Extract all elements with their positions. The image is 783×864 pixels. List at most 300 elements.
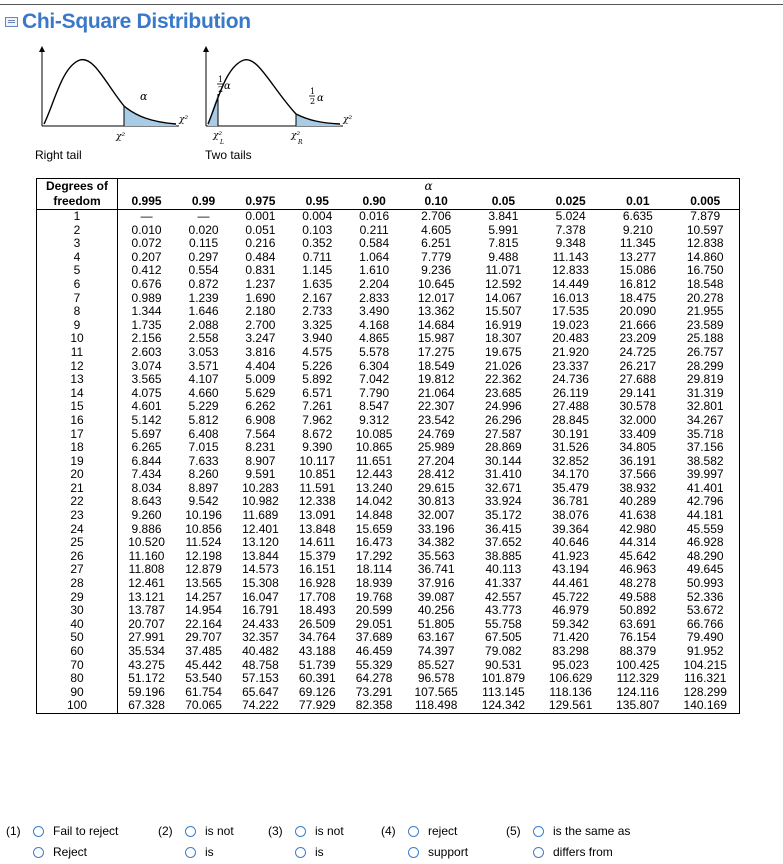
critical-value-cell: 14.257 — [185, 589, 222, 604]
critical-value-cell: 3.325 — [302, 317, 333, 332]
critical-value-cell: 1.344 — [131, 304, 162, 319]
critical-value-cell: 27.688 — [619, 372, 657, 387]
critical-value-cell: 16.928 — [298, 576, 336, 591]
table-row — [37, 346, 740, 360]
critical-value-cell: 39.364 — [552, 521, 589, 536]
critical-value-cell: 27.587 — [485, 426, 522, 441]
critical-value-cell: 13.362 — [417, 304, 455, 319]
critical-value-cell: 135.807 — [604, 699, 671, 713]
critical-value-cell: 18.548 — [671, 278, 739, 292]
alpha-column-header: 0.99 — [175, 193, 232, 210]
table-row — [37, 550, 740, 564]
critical-value-cell: 13.277 — [619, 249, 657, 264]
table-row — [37, 563, 740, 577]
critical-value-cell: 35.479 — [552, 480, 589, 495]
df-cell: 12 — [37, 360, 118, 374]
table-row — [37, 373, 740, 387]
critical-value-cell: 3.565 — [131, 372, 162, 387]
critical-value-cell: 37.485 — [185, 644, 222, 658]
df-cell: 40 — [37, 618, 118, 632]
right-alpha: α — [317, 93, 324, 104]
critical-value-cell: 26.509 — [298, 616, 336, 631]
critical-value-cell: 6.251 — [421, 236, 452, 251]
critical-value-cell: 13.091 — [298, 508, 336, 523]
critical-value-cell: 11.160 — [128, 548, 165, 563]
critical-value-cell: — — [140, 209, 153, 223]
critical-value-cell: 18.549 — [417, 358, 455, 373]
critical-value-cell: 3.053 — [188, 344, 219, 359]
radio-button[interactable] — [33, 847, 44, 858]
critical-value-cell: 8.260 — [188, 467, 219, 482]
critical-value-cell: 29.051 — [355, 616, 393, 631]
critical-value-cell: 30.578 — [619, 399, 657, 414]
critical-value-cell: 12.879 — [185, 562, 222, 577]
critical-value-cell: 36.415 — [485, 521, 522, 536]
critical-value-cell: 3.940 — [302, 331, 333, 346]
critical-value-cell: 7.962 — [302, 412, 333, 427]
df-cell: 21 — [37, 482, 118, 496]
critical-value-cell: 2.204 — [359, 276, 390, 291]
critical-value-cell: 34.764 — [298, 630, 336, 645]
critical-value-cell: 45.642 — [619, 548, 657, 563]
critical-value-cell: 2.156 — [131, 331, 162, 346]
critical-value-cell: 40.289 — [619, 494, 657, 509]
critical-value-cell: 43.773 — [485, 603, 522, 618]
critical-value-cell: 0.831 — [245, 263, 276, 278]
critical-value-cell: 31.410 — [485, 467, 522, 482]
critical-value-cell: 21.064 — [417, 385, 455, 400]
df-cell: 2 — [37, 224, 118, 238]
df-cell: 16 — [37, 414, 118, 428]
critical-value-cell: 41.638 — [619, 508, 657, 523]
critical-value-cell: 7.779 — [421, 249, 452, 264]
critical-value-cell: 6.571 — [302, 385, 333, 400]
critical-value-cell: 14.573 — [242, 562, 279, 577]
critical-value-cell: 10.520 — [128, 535, 165, 550]
critical-value-cell: 0.115 — [188, 236, 219, 251]
critical-value-cell: 38.885 — [485, 548, 522, 563]
critical-value-cell: 18.493 — [298, 603, 336, 618]
top-divider — [0, 4, 783, 5]
critical-value-cell: 34.805 — [619, 440, 657, 455]
table-row — [37, 523, 740, 537]
answer-option[interactable] — [533, 824, 630, 838]
answer-option-label: is not — [315, 824, 344, 838]
table-row — [37, 618, 740, 632]
critical-value-cell: 6.265 — [131, 440, 162, 455]
critical-value-cell: 17.535 — [552, 304, 589, 319]
critical-value-cell: 43.194 — [552, 562, 589, 577]
critical-value-cell: 12.838 — [671, 237, 739, 251]
critical-value-cell: 9.236 — [421, 263, 452, 278]
critical-value-cell: 38.932 — [619, 480, 657, 495]
critical-value-cell: 5.024 — [555, 209, 586, 223]
critical-value-cell: 34.170 — [552, 467, 589, 482]
critical-value-cell: 13.121 — [128, 589, 165, 604]
radio-button[interactable] — [295, 847, 306, 858]
critical-value-cell: 11.524 — [185, 535, 222, 550]
critical-value-cell: 13.844 — [242, 548, 279, 563]
critical-value-cell: 35.718 — [671, 428, 739, 442]
critical-value-cell: 6.408 — [188, 426, 219, 441]
radio-button[interactable] — [408, 826, 419, 837]
df-cell: 50 — [37, 631, 118, 645]
critical-value-cell: 101.879 — [481, 671, 526, 686]
critical-value-cell: 14.611 — [299, 535, 336, 550]
critical-value-cell: 26.217 — [619, 358, 657, 373]
df-cell: 25 — [37, 536, 118, 550]
critical-value-cell: 5.812 — [188, 412, 219, 427]
table-row — [37, 360, 740, 374]
critical-value-cell: 8.907 — [245, 453, 276, 468]
critical-value-cell: 1.610 — [359, 263, 390, 278]
radio-button[interactable] — [533, 826, 544, 837]
critical-value-cell: 33.196 — [417, 521, 455, 536]
critical-value-cell: 26.119 — [552, 385, 589, 400]
alpha-column-header: 0.025 — [537, 193, 604, 210]
critical-value-cell: 14.449 — [552, 276, 589, 291]
critical-value-cell: 25.188 — [671, 332, 739, 346]
critical-value-cell: 16.473 — [355, 535, 393, 550]
critical-value-cell: 14.848 — [355, 508, 393, 523]
critical-value-cell: 36.781 — [552, 494, 589, 509]
critical-value-cell: 28.845 — [552, 412, 589, 427]
answer-option[interactable] — [408, 845, 468, 859]
critical-value-cell: 66.766 — [671, 618, 739, 632]
critical-value-cell: 11.071 — [485, 263, 522, 278]
critical-value-cell: 0.554 — [188, 263, 219, 278]
critical-value-cell: 82.358 — [346, 699, 403, 713]
critical-value-cell: 10.196 — [185, 508, 222, 523]
critical-value-cell: 48.278 — [619, 576, 657, 591]
critical-value-cell: 5.229 — [188, 399, 219, 414]
critical-value-cell: 3.490 — [359, 304, 390, 319]
critical-value-cell: 4.075 — [131, 385, 162, 400]
critical-value-cell: 7.261 — [302, 399, 333, 414]
answer-option[interactable] — [295, 824, 344, 838]
critical-value-cell: 0.051 — [245, 222, 276, 237]
critical-value-cell: 19.768 — [355, 589, 393, 604]
page-title: Chi-Square Distribution — [22, 10, 251, 33]
chi-left-subscript: L — [220, 139, 224, 146]
table-row — [37, 591, 740, 605]
chi-right-label: χ² — [291, 131, 301, 141]
critical-value-cell: 49.588 — [619, 589, 657, 604]
critical-value-cell: 0.711 — [302, 249, 332, 264]
critical-value-cell: 5.629 — [245, 385, 276, 400]
radio-button[interactable] — [408, 847, 419, 858]
critical-value-cell: 74.222 — [232, 699, 289, 713]
critical-value-cell: 41.337 — [485, 576, 522, 591]
critical-value-cell: 10.085 — [355, 426, 393, 441]
left-alpha: α — [224, 81, 231, 92]
critical-value-cell: 27.204 — [417, 453, 455, 468]
table-row — [37, 659, 740, 673]
critical-value-cell: 44.314 — [619, 535, 657, 550]
answer-option-label: Fail to reject — [53, 824, 119, 838]
critical-value-cell: 16.013 — [552, 290, 589, 305]
critical-value-cell: 67.505 — [485, 630, 522, 645]
right-half-num: 1 — [310, 87, 316, 96]
critical-value-cell: 12.443 — [355, 467, 393, 482]
critical-value-cell: 10.597 — [671, 224, 739, 238]
radio-button[interactable] — [185, 826, 196, 837]
critical-value-cell: 51.172 — [128, 671, 165, 686]
critical-value-cell: 83.298 — [552, 644, 589, 658]
chi-left-label: χ² — [213, 131, 223, 141]
critical-value-cell: 10.865 — [355, 440, 393, 455]
answer-option[interactable] — [33, 824, 118, 838]
chi-right-subscript: R — [298, 139, 303, 146]
critical-value-cell: 2.733 — [302, 304, 333, 319]
alpha-column-header: 0.975 — [232, 193, 289, 210]
critical-value-cell: 12.833 — [552, 263, 589, 278]
critical-value-cell: 23.685 — [485, 385, 522, 400]
critical-value-cell: 8.897 — [188, 480, 219, 495]
critical-value-cell: 3.816 — [245, 344, 276, 359]
critical-value-cell: 69.126 — [298, 684, 336, 699]
critical-value-cell: 1.237 — [245, 276, 276, 291]
critical-value-cell: 4.107 — [188, 372, 219, 387]
critical-value-cell: 4.865 — [359, 331, 390, 346]
answer-options — [0, 820, 783, 864]
critical-value-cell: 118.498 — [403, 699, 470, 713]
critical-value-cell: 40.482 — [242, 644, 279, 658]
critical-value-cell: 11.651 — [356, 453, 393, 468]
critical-value-cell: 12.461 — [128, 576, 165, 591]
critical-value-cell: 42.980 — [619, 521, 657, 536]
critical-value-cell: 106.629 — [548, 671, 593, 686]
answer-option[interactable] — [408, 824, 457, 838]
critical-value-cell: 25.989 — [417, 440, 455, 455]
critical-value-cell: 33.409 — [619, 426, 657, 441]
critical-value-cell: 4.575 — [302, 344, 333, 359]
critical-value-cell: 0.072 — [131, 236, 162, 251]
table-row — [37, 631, 740, 645]
table-row — [37, 428, 740, 442]
critical-value-cell: 129.561 — [537, 699, 604, 713]
critical-value-cell: 79.490 — [671, 631, 739, 645]
critical-value-cell: 15.086 — [619, 263, 657, 278]
critical-value-cell: 128.299 — [671, 686, 739, 700]
critical-value-cell: 17.708 — [298, 589, 336, 604]
critical-value-cell: 43.188 — [298, 644, 336, 658]
critical-value-cell: 30.813 — [417, 494, 455, 509]
table-row — [37, 686, 740, 700]
answer-option[interactable] — [533, 845, 613, 859]
critical-value-cell: 4.601 — [131, 399, 162, 414]
critical-value-cell: 18.939 — [355, 576, 393, 591]
critical-value-cell: 37.689 — [355, 630, 393, 645]
critical-value-cell: 112.329 — [616, 671, 660, 686]
critical-value-cell: 0.207 — [131, 249, 162, 264]
alpha-column-header: 0.05 — [470, 193, 537, 210]
critical-value-cell: 40.113 — [485, 562, 522, 577]
critical-value-cell: 42.796 — [671, 495, 739, 509]
df-cell: 26 — [37, 550, 118, 564]
critical-value-cell: 8.231 — [245, 440, 276, 455]
df-cell: 17 — [37, 428, 118, 442]
radio-button[interactable] — [295, 826, 306, 837]
critical-value-cell: 124.116 — [616, 684, 660, 699]
df-cell: 23 — [37, 509, 118, 523]
radio-button[interactable] — [33, 826, 44, 837]
table-row — [37, 237, 740, 251]
critical-value-cell: 15.507 — [485, 304, 522, 319]
critical-value-cell: 7.790 — [359, 385, 390, 400]
answer-option[interactable] — [185, 824, 234, 838]
table-row — [37, 319, 740, 333]
critical-value-cell: 29.141 — [619, 385, 657, 400]
critical-value-cell: 9.591 — [245, 467, 276, 482]
critical-value-cell: 17.275 — [417, 344, 455, 359]
critical-value-cell: 2.167 — [302, 290, 333, 305]
df-cell: 20 — [37, 468, 118, 482]
df-cell: 11 — [37, 346, 118, 360]
critical-value-cell: 42.557 — [485, 589, 522, 604]
df-cell: 27 — [37, 563, 118, 577]
table-row — [37, 224, 740, 238]
critical-value-cell: 44.181 — [671, 509, 739, 523]
critical-value-cell: 26.296 — [485, 412, 522, 427]
critical-value-cell: 32.000 — [619, 412, 657, 427]
critical-value-cell: 45.442 — [185, 657, 222, 672]
critical-value-cell: 0.989 — [131, 290, 162, 305]
critical-value-cell: 46.963 — [619, 562, 657, 577]
critical-value-cell: 6.844 — [131, 453, 162, 468]
right-tail-alpha: α — [140, 90, 148, 103]
critical-value-cell: 12.017 — [417, 290, 455, 305]
table-row — [37, 699, 740, 713]
critical-value-cell: 20.278 — [671, 292, 739, 306]
critical-value-cell: 34.267 — [671, 414, 739, 428]
alpha-column-header: 0.005 — [671, 193, 739, 210]
critical-value-cell: 36.741 — [417, 562, 455, 577]
critical-value-cell: 22.164 — [185, 616, 222, 631]
table-row — [37, 332, 740, 346]
critical-value-cell: 38.076 — [552, 508, 589, 523]
critical-value-cell: 36.191 — [619, 453, 657, 468]
critical-value-cell: 18.307 — [485, 331, 522, 346]
critical-value-cell: 1.064 — [359, 249, 390, 264]
two-tails-caption: Two tails — [205, 148, 252, 162]
answer-option[interactable] — [185, 845, 214, 859]
df-cell: 22 — [37, 495, 118, 509]
critical-value-cell: 104.215 — [671, 659, 739, 673]
critical-value-cell: 37.566 — [619, 467, 657, 482]
critical-value-cell: 55.329 — [355, 657, 393, 672]
df-cell: 13 — [37, 373, 118, 387]
radio-button[interactable] — [533, 847, 544, 858]
critical-value-cell: 61.754 — [185, 684, 222, 699]
critical-value-cell: 64.278 — [355, 671, 393, 686]
answer-option[interactable] — [33, 845, 87, 859]
df-cell: 90 — [37, 686, 118, 700]
critical-value-cell: 37.156 — [671, 441, 739, 455]
critical-value-cell: 18.475 — [619, 290, 657, 305]
table-row — [37, 604, 740, 618]
critical-value-cell: 12.338 — [298, 494, 336, 509]
critical-value-cell: 1.239 — [188, 290, 219, 305]
critical-value-cell: 14.860 — [671, 251, 739, 265]
critical-value-cell: 15.308 — [242, 576, 279, 591]
critical-value-cell: 20.707 — [128, 616, 165, 631]
critical-value-cell: 90.531 — [485, 657, 522, 672]
critical-value-cell: 20.090 — [619, 304, 657, 319]
alpha-column-header: 0.10 — [403, 193, 470, 210]
critical-value-cell: 20.599 — [355, 603, 393, 618]
df-cell: 29 — [37, 591, 118, 605]
critical-value-cell: 0.010 — [131, 222, 162, 237]
title-row — [5, 10, 251, 34]
critical-value-cell: 39.997 — [671, 468, 739, 482]
table-row — [37, 509, 740, 523]
critical-value-cell: 100.425 — [616, 657, 660, 672]
critical-value-cell: 4.404 — [245, 358, 276, 373]
critical-value-cell: 88.379 — [619, 644, 657, 658]
critical-value-cell: 76.154 — [619, 630, 657, 645]
critical-value-cell: 0.004 — [302, 209, 333, 223]
critical-value-cell: 15.659 — [355, 521, 393, 536]
critical-value-cell: 10.982 — [242, 494, 279, 509]
critical-value-cell: 40.256 — [417, 603, 455, 618]
critical-value-cell: 10.856 — [185, 521, 222, 536]
critical-value-cell: 67.328 — [118, 699, 176, 713]
critical-value-cell: 7.633 — [188, 453, 219, 468]
critical-value-cell: 31.319 — [671, 387, 739, 401]
df-cell: 6 — [37, 278, 118, 292]
critical-value-cell: 11.689 — [242, 508, 279, 523]
critical-value-cell: 5.142 — [131, 412, 162, 427]
critical-value-cell: 19.675 — [485, 344, 522, 359]
critical-value-cell: 39.087 — [417, 589, 455, 604]
critical-value-cell: 0.103 — [302, 222, 333, 237]
critical-value-cell: 26.757 — [671, 346, 739, 360]
critical-value-cell: 5.892 — [302, 372, 333, 387]
answer-group-number: (3) — [268, 824, 283, 838]
critical-value-cell: 9.542 — [188, 494, 219, 509]
answer-group-number: (2) — [158, 824, 173, 838]
table-body — [37, 210, 740, 714]
alpha-column-header: 0.95 — [289, 193, 346, 210]
table-icon[interactable] — [5, 17, 18, 27]
right-tail-axis-label: χ² — [179, 115, 189, 125]
critical-value-cell: 53.672 — [671, 604, 739, 618]
answer-option-label: is — [205, 845, 214, 859]
alpha-column-header: 0.995 — [118, 193, 176, 210]
right-tail-chi-label: χ² — [116, 132, 126, 142]
critical-value-cell: 16.919 — [485, 317, 522, 332]
table-row — [37, 577, 740, 591]
critical-value-cell: 0.412 — [131, 263, 162, 278]
critical-value-cell: 24.725 — [619, 344, 657, 359]
critical-value-cell: 14.067 — [485, 290, 522, 305]
df-cell: 7 — [37, 292, 118, 306]
answer-option[interactable] — [295, 845, 324, 859]
critical-value-cell: 46.459 — [355, 644, 393, 658]
critical-value-cell: 24.736 — [552, 372, 589, 387]
critical-value-cell: 41.401 — [671, 482, 739, 496]
table-row — [37, 645, 740, 659]
radio-button[interactable] — [185, 847, 196, 858]
critical-value-cell: 27.991 — [128, 630, 165, 645]
critical-value-cell: 7.378 — [555, 222, 586, 237]
answer-option-label: reject — [428, 824, 458, 838]
critical-value-cell: 50.993 — [671, 577, 739, 591]
df-cell: 28 — [37, 577, 118, 591]
critical-value-cell: 7.815 — [488, 236, 519, 251]
df-cell: 8 — [37, 305, 118, 319]
